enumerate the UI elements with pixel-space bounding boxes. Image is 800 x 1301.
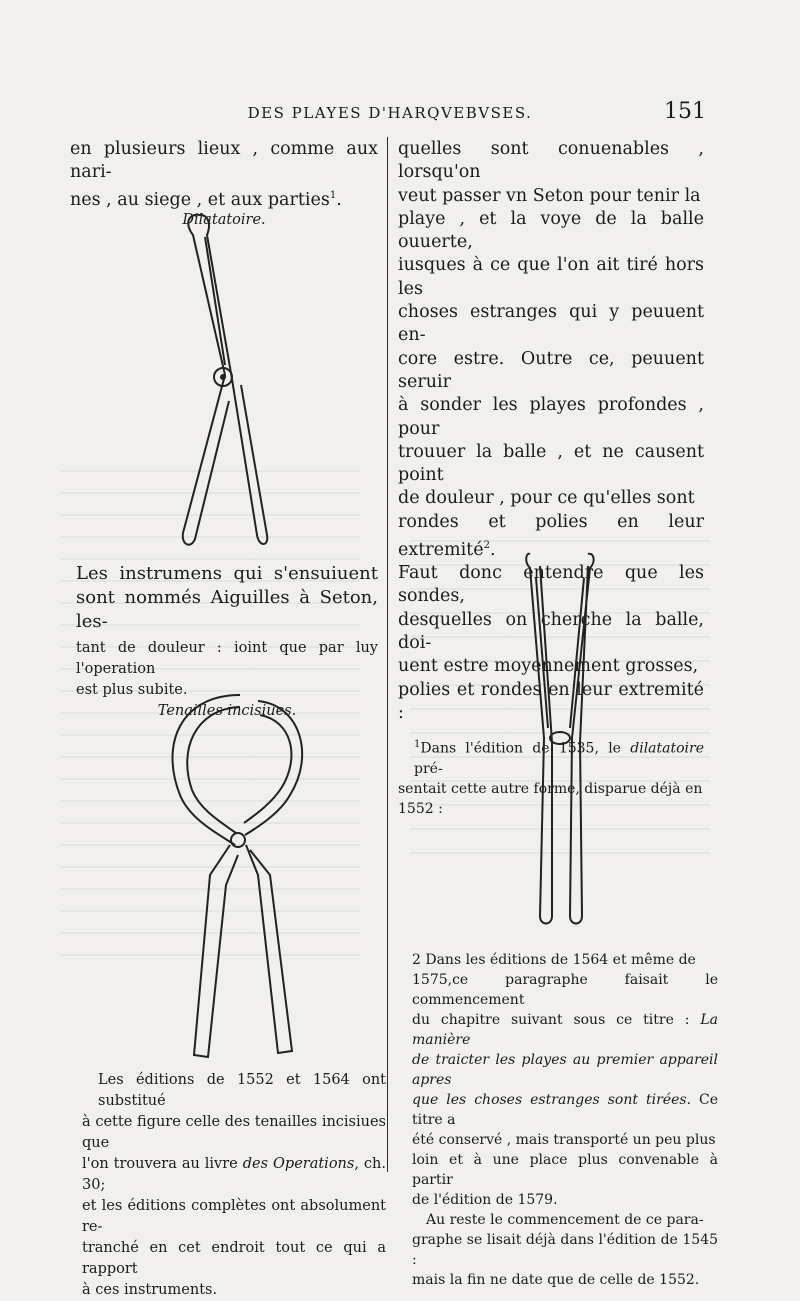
text-line: [412, 1090, 718, 1130]
footnote-2: [412, 950, 718, 1210]
text-run: , ch. 30;: [82, 1156, 386, 1193]
text-line: sentait cette autre forme, disparue déjà en: [398, 780, 703, 797]
text-line: est plus subite.: [76, 682, 188, 698]
text-line: tant de douleur : ioint que par luy l'operation: [76, 640, 378, 677]
text-run-italic: des Operations: [242, 1156, 355, 1172]
dilatatoire-illustration: [165, 205, 285, 555]
text-run: Ce titre a: [412, 1092, 718, 1128]
paragraph-continuation: [70, 138, 378, 212]
figure-caption-tenailles: Tenailles incisiues.: [157, 703, 297, 719]
text-line: trouuer la balle , et ne causent point: [398, 441, 704, 486]
text-run-italic: que les choses estranges sont tirées.: [412, 1092, 691, 1108]
text-line: loin et à une place plus convenable à partir: [412, 1152, 718, 1188]
text-line: Les instrumens qui s'ensuiuent: [76, 563, 378, 584]
text-line: en plusieurs lieux , comme aux nari-: [70, 139, 378, 182]
text-line: [412, 1010, 718, 1050]
text-line: quelles sont conuenables , lorsqu'on: [398, 139, 704, 183]
text-line: Les éditions de 1552 et 1564 ont substitué: [98, 1072, 386, 1109]
text-run: l'on trouvera au livre: [82, 1156, 243, 1172]
text-line: Au reste le commencement de ce para-: [426, 1212, 704, 1228]
text-line: 1552 :: [398, 800, 443, 817]
text-line: nes , au siege , et aux parties: [70, 189, 330, 210]
text-line: .: [336, 189, 342, 210]
text-run: Dans l'édition de 1535, le: [420, 740, 631, 757]
dilatatoire-1535-illustration: [522, 548, 602, 928]
text-run: du chapitre suivant sous ce titre :: [412, 1012, 701, 1028]
footnote-2-cont: [412, 1210, 718, 1290]
text-line: Faut donc entendre que les sondes,: [398, 563, 704, 607]
running-head: DES PLAYES D'HARQVEBVSES.: [247, 104, 533, 122]
text-line: core estre. Outre ce, peuuent seruir: [398, 348, 704, 392]
text-line: à cette figure celle des tenailles incisiues que: [82, 1114, 386, 1151]
page-number: 151: [664, 99, 706, 124]
text-line: été conservé , mais transporté un peu plus: [412, 1132, 716, 1148]
column-divider: [387, 137, 388, 1172]
text-line: [82, 1154, 386, 1196]
footnote-marker: 1: [414, 739, 421, 751]
text-line: mais la fin ne date que de celle de 1552.: [412, 1272, 700, 1288]
text-line: 2 Dans les éditions de 1564 et même de: [412, 952, 696, 968]
text-line: playe , et la voye de la balle ouuerte,: [398, 208, 704, 253]
footnote-left: [82, 1070, 386, 1301]
text-line: uent estre moyennement grosses,: [398, 656, 699, 677]
paragraph-aiguilles: [76, 562, 378, 634]
figure-caption-dilatatoire: Dilatatoire.: [182, 211, 266, 228]
text-line: iusques à ce que l'on ait tiré hors les: [398, 255, 704, 299]
left-footnote: [82, 1070, 386, 1301]
text-run: .: [489, 539, 496, 560]
text-line: choses estranges qui y peuuent en-: [398, 302, 704, 346]
text-line: de l'édition de 1579.: [412, 1192, 558, 1208]
footnote-marker: 1: [329, 190, 337, 201]
text-line: à sonder les playes profondes , pour: [398, 395, 704, 439]
text-line-italic: de traicter les playes au premier appareil apres: [412, 1052, 718, 1088]
text-line: sont nommés Aiguilles à Seton, les-: [76, 587, 378, 632]
text-run: pré-: [414, 760, 443, 777]
text-line: desquelles on cherche la balle, doi-: [398, 609, 704, 654]
text-line: veut passer vn Seton pour tenir la: [398, 185, 701, 206]
text-line: graphe se lisait déjà dans l'édition de 1545 :: [412, 1232, 718, 1268]
text-line: et les éditions complètes ont absolument re-: [82, 1198, 386, 1235]
text-line: à ces instruments.: [82, 1282, 218, 1298]
tenailles-illustration: [140, 685, 320, 1065]
text-run: rondes et polies en leur extremité: [398, 511, 704, 560]
text-line: polies et rondes en leur extremité :: [398, 679, 704, 723]
text-line: 1575,ce paragraphe faisait le commencement: [412, 972, 718, 1008]
text-run-italic: La manière: [412, 1012, 718, 1048]
right-footnotes: [412, 950, 718, 1290]
footnote-marker: 2: [483, 540, 490, 552]
text-run-italic: dilatatoire: [630, 740, 704, 757]
text-line: de douleur , pour ce qu'elles sont: [398, 488, 695, 509]
text-line: tranché en cet endroit tout ce qui a rapport: [82, 1240, 386, 1277]
